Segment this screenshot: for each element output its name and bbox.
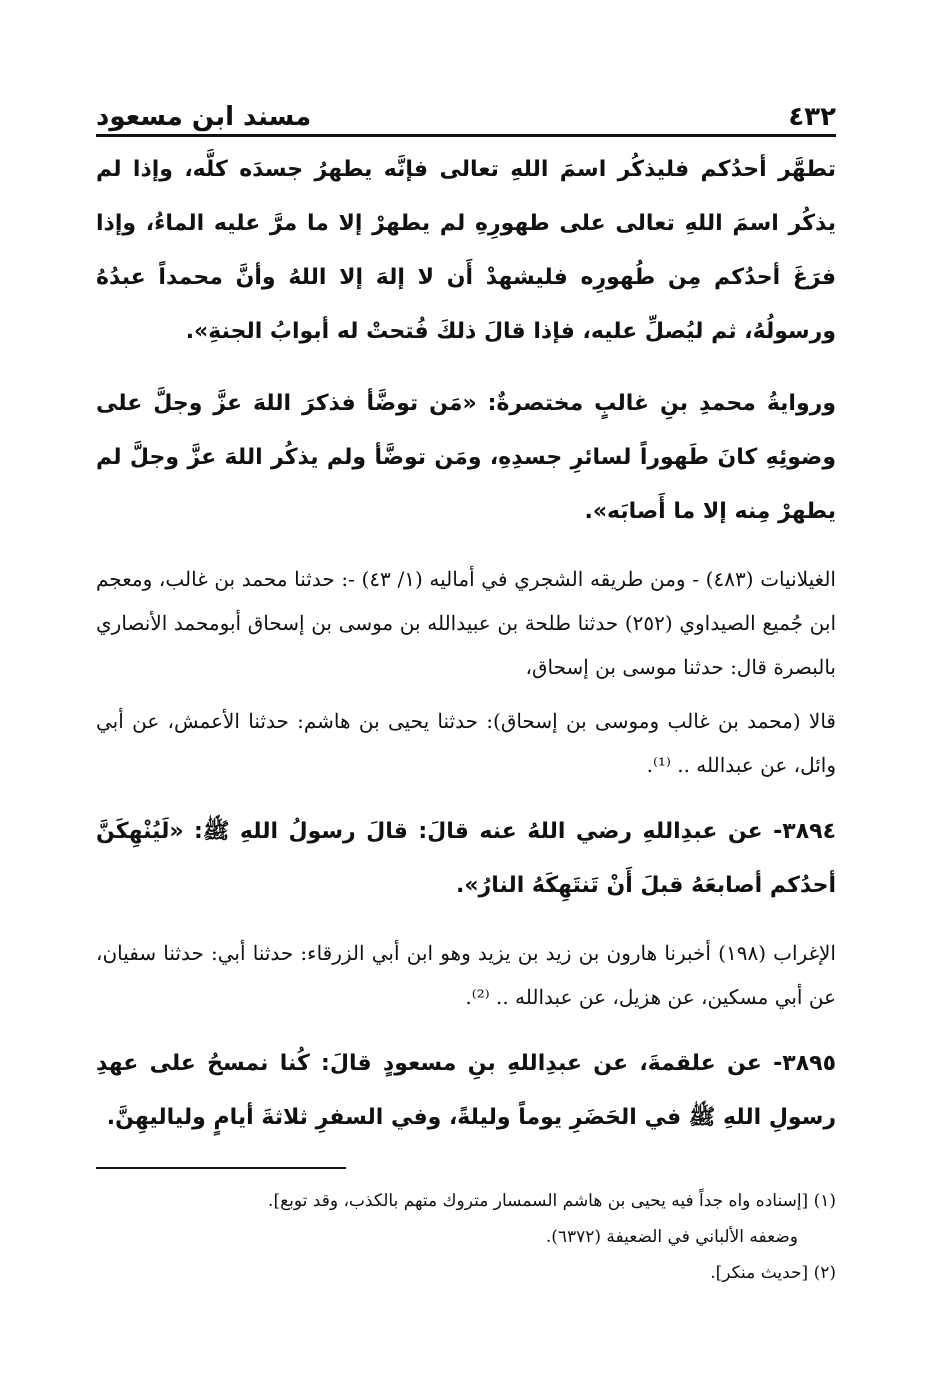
hadith-variant-narration: وروايةُ محمدِ بنِ غالبٍ مختصرةٌ: «مَن توضَّأ فذكرَ اللهَ عزَّ وجلَّ على وضوئِهِ كانَ طَهوراً لسائرِ جسدِهِ، ومَن توضَّأ ولم يذكُر اللهَ عزَّ وجلَّ لم يطهرْ مِنه إلا ما أَصابَه». <box>96 391 836 524</box>
source-citation: قالا (محمد بن غالب وموسى بن إسحاق): حدثنا يحيى بن هاشم: حدثنا الأعمش، عن أبي وائل، عن عبدالله .. ⁽¹⁾. <box>96 709 836 777</box>
page <box>96 92 836 1291</box>
footnote-1: (١) [إسناده واه جداً فيه يحيى بن هاشم السمسار متروك متهم بالكذب، وقد توبع]. <box>268 1191 836 1211</box>
page-number: ٤٣٢ <box>788 102 836 132</box>
source-citation: الغيلانيات (٤٨٣) - ومن طريقه الشجري في أماليه (١/ ٤٣) -: حدثنا محمد بن غالب، ومعجم ابن جُميع الصيداوي (٢٥٢) حدثنا طلحة بن عبيدالله بن موسى بن إسحاق أبومحمد الأنصاري بالبصرة قال: حدثنا موسى بن إسحاق، <box>96 567 836 679</box>
footnote-separator <box>96 1167 346 1169</box>
hadith-text-continued: تطهَّر أحدُكم فليذكُر اسمَ اللهِ تعالى فإنَّه يطهرُ جسدَه كلَّه، وإذا لم يذكُر اسمَ اللهِ تعالى على طهورِهِ لم يطهرْ إلا ما مرَّ عليه الماءُ، وإذا فرَغَ أحدُكم مِن طُهورِه فليشهدْ أَن لا إلهَ إلا اللهُ وأنَّ محمداً عبدُهُ ورسولُهُ، ثم ليُصلِّ عليه، فإذا قالَ ذلكَ فُتحتْ له أبوابُ الجنةِ». <box>96 157 836 344</box>
footnote-2: (٢) [حديث منكر]. <box>710 1263 836 1283</box>
hadith-3895: ٣٨٩٥- عن علقمةَ، عن عبدِاللهِ بنِ مسعودٍ قالَ: كُنا نمسحُ على عهدِ رسولِ اللهِ ﷺ في الحَضَرِ يوماً وليلةً، وفي السفرِ ثلاثةَ أيامٍ ولياليهِنَّ. <box>96 1051 836 1130</box>
source-citation: الإغراب (١٩٨) أخبرنا هارون بن زيد بن يزيد وهو ابن أبي الزرقاء: حدثنا أبي: حدثنا سفيان، عن أبي مسكين، عن هزيل، عن عبدالله .. ⁽²⁾. <box>96 941 836 1009</box>
footnotes <box>96 1183 836 1291</box>
footnote-1-continued: وضعفه الألباني في الضعيفة (٦٣٧٢). <box>545 1227 798 1247</box>
hadith-3894: ٣٨٩٤- عن عبدِاللهِ رضي اللهُ عنه قالَ: قالَ رسولُ اللهِ ﷺ: «لَيُنْهِكَنَّ أحدُكم أصابعَهُ قبلَ أَنْ تَنتَهِكَهُ النارُ». <box>96 819 836 898</box>
book-title: مسند ابن مسعود <box>96 102 312 132</box>
page-header <box>96 92 836 137</box>
